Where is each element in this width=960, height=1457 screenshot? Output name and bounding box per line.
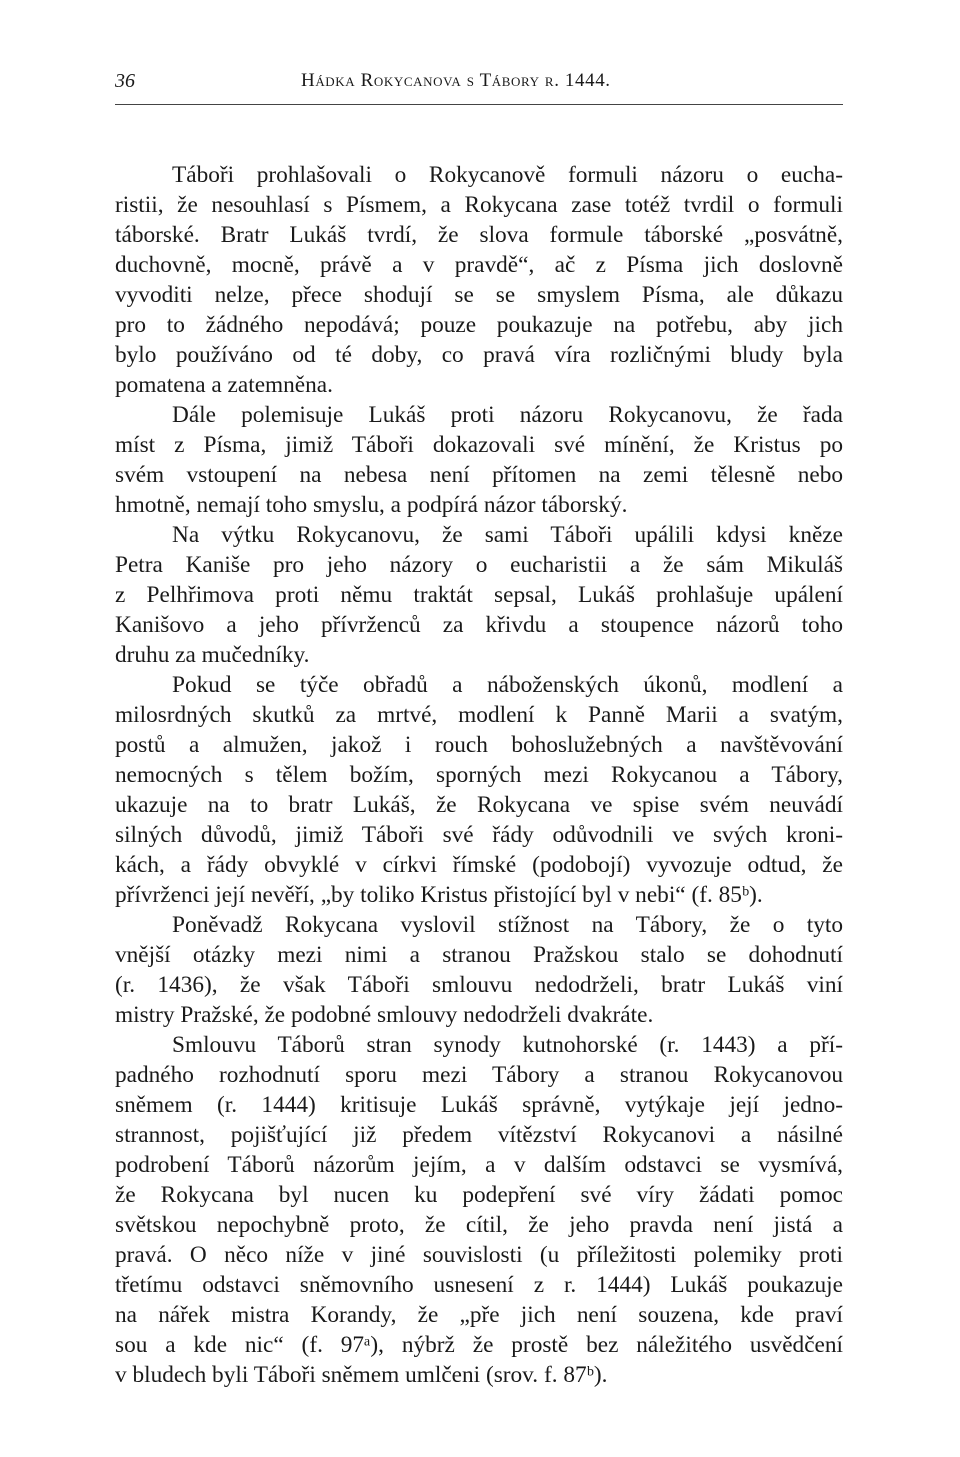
text-line: vnější otázky mezi nimi a stranou Pražskou stalo se dohodnutí (115, 942, 843, 968)
paragraph (115, 400, 843, 520)
text-line: nemocných s tělem božím, sporných mezi Rokycanou a Tábory, (115, 762, 843, 788)
text-line: táborské. Bratr Lukáš tvrdí, že slova formule táborské „posvátně, (115, 222, 843, 248)
text-line: že Rokycana byl nucen ku podepření své víry žádati pomoc (115, 1182, 843, 1208)
text-line: mistry Pražské, že podobné smlouvy nedodrželi dvakráte. (115, 1002, 654, 1028)
text-line: Petra Kaniše pro jeho názory o eucharistii a že sám Mikuláš (115, 552, 843, 578)
text-line: pomatena a zatemněna. (115, 372, 333, 398)
text-line: padného rozhodnutí sporu mezi Tábory a stranou Rokycanovou (115, 1062, 843, 1088)
page-number: 36 (115, 70, 135, 92)
paragraph (115, 1030, 843, 1390)
text-line: bylo používáno od té doby, co pravá víra rozličnými bludy byla (115, 342, 843, 368)
text-line: kách, a řády obvyklé v církvi římské (podobojí) vyvozuje odtud, že (115, 852, 843, 878)
text-line: Táboři prohlašovali o Rokycanově formuli názoru o eucha- (172, 162, 843, 188)
text-line: přívrženci její nevěří, „by toliko Kristus přistojící byl v nebi“ (f. 85ᵇ). (115, 882, 763, 908)
text-line: strannost, pojišťující již předem vítězství Rokycanovi a násilné (115, 1122, 843, 1148)
paragraph (115, 670, 843, 910)
text-line: pro to žádného nepodává; pouze poukazuje na potřebu, aby jich (115, 312, 843, 338)
text-line: na nářek mistra Korandy, že „pře jich není souzena, kde praví (115, 1302, 843, 1328)
text-line: druhu za mučedníky. (115, 642, 310, 668)
text-line: pravá. O něco níže v jiné souvislosti (u příležitosti polemiky proti (115, 1242, 843, 1268)
running-head: Hádka Rokycanova s Tábory r. 1444. (301, 70, 611, 91)
text-line: Kanišovo a jeho přívrženců za křivdu a stoupence názorů toho (115, 612, 843, 638)
paragraph (115, 160, 843, 400)
text-line: ukazuje na to bratr Lukáš, že Rokycana ve spise svém neuvádí (115, 792, 843, 818)
text-line: sněmem (r. 1444) kritisuje Lukáš správně, vytýkaje její jedno- (115, 1092, 843, 1118)
text-line: podrobení Táborů názorům jejím, a v dalším odstavci se vysmívá, (115, 1152, 843, 1178)
body-text (115, 160, 843, 1390)
text-line: třetímu odstavci sněmovního usnesení z r. 1444) Lukáš poukazuje (115, 1272, 843, 1298)
text-line: Na výtku Rokycanovu, že sami Táboři upálili kdysi kněze (172, 522, 843, 548)
text-line: ristii, že nesouhlasí s Písmem, a Rokycana zase totéž tvrdil o formuli (115, 192, 843, 218)
text-line: duchovně, mocně, právě a v pravdě“, ač z Písma jich doslovně (115, 252, 843, 278)
text-line: z Pelhřimova proti němu traktát sepsal, Lukáš prohlašuje upálení (115, 582, 843, 608)
text-line: Dále polemisuje Lukáš proti názoru Rokycanovu, že řada (172, 402, 843, 428)
text-line: svém vstoupení na nebesa není přítomen na zemi tělesně nebo (115, 462, 843, 488)
text-line: silných důvodů, jimiž Táboři své řády odůvodnili ve svých kroni- (115, 822, 843, 848)
text-line: světskou nepochybně proto, že cítil, že jeho pravda není jistá a (115, 1212, 843, 1238)
text-line: vyvoditi nelze, přece shodují se se smyslem Písma, ale důkazu (115, 282, 843, 308)
text-line: (r. 1436), že však Táboři smlouvu nedodrželi, bratr Lukáš viní (115, 972, 843, 998)
text-line: Poněvadž Rokycana vyslovil stížnost na Tábory, že o tyto (172, 912, 843, 938)
page-header (115, 70, 843, 100)
text-line: postů a almužen, jakož i rouch bohoslužebných a navštěvování (115, 732, 843, 758)
text-line: hmotně, nemají toho smyslu, a podpírá názor táborský. (115, 492, 628, 518)
text-line: v bludech byli Táboři sněmem umlčeni (srov. f. 87ᵇ). (115, 1362, 608, 1388)
text-line: Pokud se týče obřadů a náboženských úkonů, modlení a (172, 672, 843, 698)
text-line: sou a kde nic“ (f. 97ᵃ), nýbrž že prostě bez náležitého usvědčení (115, 1332, 843, 1358)
paragraph (115, 910, 843, 1030)
text-line: míst z Písma, jimiž Táboři dokazovali své mínění, že Kristus po (115, 432, 843, 458)
text-line: Smlouvu Táborů stran synody kutnohorské (r. 1443) a pří- (172, 1032, 843, 1058)
header-rule (115, 104, 843, 105)
text-line: milosrdných skutků za mrtvé, modlení k Panně Marii a svatým, (115, 702, 843, 728)
paragraph (115, 520, 843, 670)
